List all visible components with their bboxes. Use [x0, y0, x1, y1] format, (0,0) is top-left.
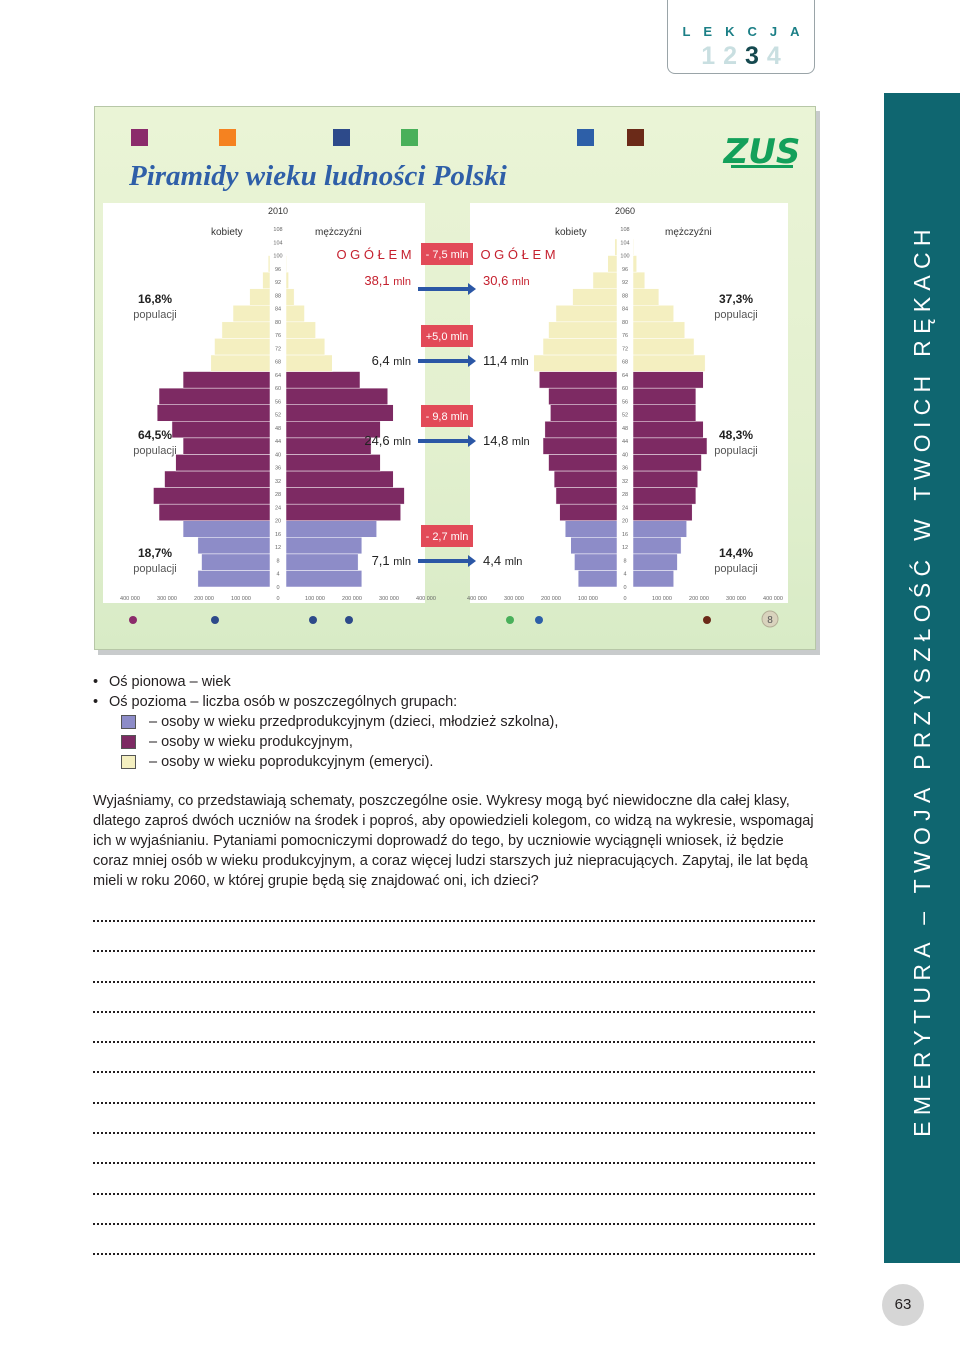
bar-women-5-9	[202, 554, 270, 571]
bar-women-65-69	[211, 355, 270, 372]
bar-women-55-59	[159, 388, 270, 405]
age-tick-label: 32	[621, 478, 629, 485]
slide	[94, 106, 816, 650]
bar-women-50-54	[550, 405, 617, 422]
bar-women-65-69	[534, 355, 617, 372]
bar-men-15-19	[286, 521, 377, 538]
bar-women-15-19	[183, 521, 270, 538]
bar-women-10-14	[198, 537, 270, 554]
x-tick-label: 300 000	[504, 596, 524, 602]
x-tick-label: 400 000	[467, 596, 487, 602]
group-arrow-1-shaft	[418, 439, 468, 443]
x-tick-label: 100 000	[578, 596, 598, 602]
bar-men-75-79	[286, 322, 316, 339]
zus-logo-text: ZUS	[723, 132, 801, 172]
bar-women-20-24	[560, 504, 617, 521]
bar-men-10-14	[286, 537, 362, 554]
bar-women-100+	[615, 239, 617, 256]
year-2010: 2010	[267, 206, 289, 216]
bar-men-80-84	[286, 305, 305, 322]
bar-men-30-34	[633, 471, 698, 488]
age-tick-label: 88	[274, 293, 282, 300]
legend-item-pre	[121, 712, 853, 732]
bar-men-15-19	[633, 521, 687, 538]
age-tick-label: 72	[621, 346, 629, 353]
x-tick-label: 100 000	[652, 596, 672, 602]
x-tick-label: 200 000	[342, 596, 362, 602]
bar-women-35-39	[549, 454, 617, 471]
bar-men-60-64	[286, 372, 360, 389]
side-band-text: EMERYTURA – TWOJA PRZYSZŁOŚĆ W TWOICH RĘKACH	[909, 223, 935, 1137]
slide-number: 8	[767, 615, 773, 626]
total-2060: 30,6 mln	[483, 273, 530, 288]
age-tick-label: 76	[621, 333, 629, 340]
decor-dot	[703, 616, 711, 624]
slide-canvas	[95, 107, 817, 651]
bar-women-40-44	[183, 438, 270, 455]
decor-square	[577, 129, 594, 146]
age-tick-label: 44	[621, 439, 629, 446]
answer-lines[interactable]	[93, 920, 815, 1284]
bar-women-90-94	[593, 272, 617, 289]
decor-square	[627, 129, 644, 146]
legend-item-post-text: – osoby w wieku poprodukcyjnym (emeryci).	[149, 754, 434, 770]
x-tick-label: 100 000	[231, 596, 251, 602]
bar-women-60-64	[539, 372, 617, 389]
bar-women-70-74	[215, 338, 271, 355]
x-tick-label: 100 000	[305, 596, 325, 602]
group-change-2-label: - 2,7 mln	[425, 531, 469, 543]
age-tick-label: 12	[621, 545, 629, 552]
age-tick-label: 52	[621, 412, 629, 419]
bar-men-35-39	[633, 454, 701, 471]
bar-women-25-29	[153, 488, 270, 505]
bar-women-85-89	[250, 289, 270, 306]
age-tick-label: 60	[274, 386, 282, 393]
answer-line[interactable]	[93, 981, 815, 983]
age-tick-label: 100	[620, 253, 630, 260]
age-tick-label: 4	[276, 571, 280, 578]
pct-right-post-unit: populacji	[714, 309, 758, 321]
decor-dot	[309, 616, 317, 624]
bar-men-40-44	[633, 438, 707, 455]
age-tick-label: 88	[621, 293, 629, 300]
answer-line[interactable]	[93, 1011, 815, 1013]
age-tick-label: 40	[621, 452, 629, 459]
bar-men-20-24	[633, 504, 692, 521]
bar-women-90-94	[263, 272, 270, 289]
age-tick-label: 40	[274, 452, 282, 459]
lesson-number-2: 2	[723, 42, 745, 70]
age-tick-label: 80	[274, 319, 282, 326]
legend-axis-vertical-text: Oś pionowa – wiek	[109, 674, 231, 690]
age-tick-label: 24	[274, 505, 282, 512]
bar-women-30-34	[165, 471, 270, 488]
bar-men-55-59	[633, 388, 696, 405]
lesson-number-4: 4	[766, 42, 789, 70]
lesson-tab	[667, 0, 815, 74]
answer-line[interactable]	[93, 1162, 815, 1164]
x-tick-label: 200 000	[541, 596, 561, 602]
slide-title: Piramidy wieku ludności Polski	[129, 160, 507, 192]
age-tick-label: 48	[274, 425, 282, 432]
answer-line[interactable]	[93, 1041, 815, 1043]
bar-women-25-29	[556, 488, 617, 505]
age-tick-label: 8	[623, 558, 627, 565]
swatch-productive	[121, 735, 136, 749]
age-tick-label: 64	[274, 372, 282, 379]
bar-women-35-39	[176, 454, 270, 471]
legend-item-post	[121, 752, 853, 772]
legend-item-pre-text: – osoby w wieku przedprodukcyjnym (dzieci, młodzież szkolna),	[149, 714, 559, 730]
instruction-paragraph: Wyjaśniamy, co przedstawiają schematy, poszczególne osie. Wykresy mogą być niewidoczne dla całej klasy, dlatego zaproś dwóch uczniów na środek i poproś, aby opowiedzieli kolegom, co widzą na wykresie, wspomagaj ich w wyjaśnianiu. Pytaniami pomocniczymi doprowadź do tego, by uczniowie wyciągnęli wniosek, iż będzie coraz mniej osób w wieku produkcyjnym, a coraz więcej ludzi starszych już niepracujących. Zapytaj, ile lat będą mieli w roku 2060, w której grupie będą się znajdować oni, ich dzieci?	[93, 793, 814, 889]
age-tick-label: 36	[621, 465, 629, 472]
age-tick-label: 24	[621, 505, 629, 512]
zus-logo	[723, 132, 801, 172]
bar-women-0-4	[578, 570, 617, 587]
pct-right-post: 37,3%	[718, 292, 754, 306]
bar-men-10-14	[633, 537, 681, 554]
bar-women-75-79	[549, 322, 617, 339]
bar-women-85-89	[573, 289, 617, 306]
age-tick-label: 52	[274, 412, 282, 419]
age-tick-label: 20	[274, 518, 282, 525]
bar-men-70-74	[286, 338, 325, 355]
bar-men-50-54	[286, 405, 393, 422]
bar-women-60-64	[183, 372, 270, 389]
age-tick-label: 72	[274, 346, 282, 353]
age-tick-label: 96	[274, 266, 282, 273]
age-tick-label: 96	[621, 266, 629, 273]
bar-men-45-49	[633, 421, 703, 438]
bar-women-45-49	[172, 421, 270, 438]
x-tick-label: 400 000	[416, 596, 436, 602]
group-2010-1: 24,6 mln	[364, 433, 411, 448]
bar-women-80-84	[556, 305, 617, 322]
legend-axis-vertical: • Oś pionowa – wiek	[93, 674, 231, 690]
age-tick-label: 104	[620, 240, 630, 247]
age-tick-label: 36	[274, 465, 282, 472]
total-2010: 38,1 mln	[364, 273, 411, 288]
pct-right-pre: 14,4%	[718, 546, 754, 560]
age-tick-label: 56	[274, 399, 282, 406]
x-tick-label: 400 000	[120, 596, 140, 602]
decor-dot	[211, 616, 219, 624]
bar-women-30-34	[554, 471, 617, 488]
decor-squares	[131, 129, 644, 146]
group-2060-0: 11,4 mln	[483, 353, 529, 368]
bar-women-0-4	[198, 570, 270, 587]
decor-dot	[506, 616, 514, 624]
answer-line[interactable]	[93, 1253, 815, 1255]
age-tick-label: 28	[274, 492, 282, 499]
bar-men-0-4	[286, 570, 362, 587]
legend-block	[93, 672, 853, 772]
bar-men-100+	[633, 239, 634, 256]
group-arrow-0-shaft	[418, 359, 468, 363]
bar-men-25-29	[633, 488, 696, 505]
x-tick-label: 300 000	[726, 596, 746, 602]
pct-right-prod-unit: populacji	[714, 445, 758, 457]
age-tick-label: 20	[621, 518, 629, 525]
group-2010-0: 6,4 mln	[371, 353, 411, 368]
lesson-label: LEKCJA	[682, 24, 813, 39]
pct-left-prod: 64,5%	[137, 428, 173, 442]
ogolem-right: O G Ó Ł E M	[480, 247, 556, 262]
swatch-post-productive	[121, 755, 136, 769]
bar-men-90-94	[633, 272, 645, 289]
bar-men-35-39	[286, 454, 380, 471]
x-tick-label: 0	[623, 596, 627, 602]
bar-women-50-54	[157, 405, 270, 422]
bar-men-65-69	[633, 355, 705, 372]
bar-women-40-44	[543, 438, 617, 455]
decor-dot	[345, 616, 353, 624]
bar-men-5-9	[633, 554, 677, 571]
group-arrow-2-shaft	[418, 559, 468, 563]
bar-men-30-34	[286, 471, 393, 488]
age-tick-label: 68	[621, 359, 629, 366]
ogolem-left: O G Ó Ł E M	[336, 247, 412, 262]
x-tick-label: 400 000	[763, 596, 783, 602]
bar-men-75-79	[633, 322, 685, 339]
pct-left-prod-unit: populacji	[133, 445, 177, 457]
age-tick-label: 92	[621, 280, 629, 287]
pct-left-post-unit: populacji	[133, 309, 177, 321]
total-change-label: - 7,5 mln	[425, 249, 469, 261]
bar-men-5-9	[286, 554, 358, 571]
group-2060-2: 4,4 mln	[483, 553, 523, 568]
total-arrow-shaft	[418, 287, 468, 291]
age-tick-label: 104	[273, 240, 283, 247]
bar-men-50-54	[633, 405, 696, 422]
age-tick-label: 108	[273, 227, 283, 233]
answer-line[interactable]	[93, 950, 815, 952]
age-tick-label: 80	[621, 319, 629, 326]
bar-men-85-89	[633, 289, 659, 306]
age-tick-label: 76	[274, 333, 282, 340]
bar-men-90-94	[286, 272, 289, 289]
x-tick-label: 300 000	[157, 596, 177, 602]
answer-line[interactable]	[93, 1223, 815, 1225]
age-tick-label: 100	[273, 253, 283, 260]
x-tick-label: 0	[276, 596, 280, 602]
bar-men-60-64	[633, 372, 703, 389]
bar-women-15-19	[565, 521, 617, 538]
bar-women-5-9	[574, 554, 617, 571]
decor-dots	[129, 616, 711, 624]
decor-dot	[535, 616, 543, 624]
bar-women-10-14	[571, 537, 617, 554]
lesson-number-3: 3	[745, 42, 767, 70]
group-change-0-label: +5,0 mln	[425, 331, 469, 343]
lesson-number-1: 1	[701, 42, 724, 70]
answer-line[interactable]	[93, 1102, 815, 1104]
x-tick-label: 200 000	[194, 596, 214, 602]
x-tick-label: 200 000	[689, 596, 709, 602]
swatch-pre-productive	[121, 715, 136, 729]
men-label-left: mężczyźni	[315, 227, 362, 238]
bar-men-0-4	[633, 570, 674, 587]
decor-square	[219, 129, 236, 146]
bar-men-95-99	[286, 256, 287, 273]
women-label-left: kobiety	[211, 227, 243, 238]
legend-axis-horizontal-text: Oś pozioma – liczba osób w poszczególnych grupach:	[109, 694, 458, 710]
age-tick-label: 68	[274, 359, 282, 366]
age-tick-label: 108	[620, 227, 630, 233]
bar-men-20-24	[286, 504, 401, 521]
bar-women-45-49	[545, 421, 617, 438]
bar-men-95-99	[633, 256, 637, 273]
pct-left-pre: 18,7%	[137, 546, 173, 560]
group-2010-2: 7,1 mln	[371, 553, 411, 568]
age-tick-label: 4	[623, 571, 627, 578]
pct-right-prod: 48,3%	[718, 428, 754, 442]
bar-women-20-24	[159, 504, 270, 521]
bar-women-55-59	[549, 388, 617, 405]
bar-men-80-84	[633, 305, 674, 322]
men-label-right: mężczyźni	[665, 227, 712, 238]
age-tick-label: 32	[274, 478, 282, 485]
bar-women-70-74	[543, 338, 617, 355]
legend-item-prod-text: – osoby w wieku produkcyjnym,	[149, 734, 353, 750]
group-2060-1: 14,8 mln	[483, 433, 530, 448]
year-2060: 2060	[614, 206, 636, 216]
decor-square	[401, 129, 418, 146]
legend-item-prod	[121, 732, 853, 752]
group-change-1-label: - 9,8 mln	[425, 411, 469, 423]
bar-men-55-59	[286, 388, 388, 405]
age-tick-label: 0	[276, 585, 280, 591]
answer-line[interactable]	[93, 1193, 815, 1195]
age-tick-label: 0	[623, 585, 627, 591]
age-tick-label: 60	[621, 386, 629, 393]
answer-line[interactable]	[93, 920, 815, 922]
decor-square	[333, 129, 350, 146]
bar-men-70-74	[633, 338, 694, 355]
bar-women-75-79	[222, 322, 270, 339]
bar-men-65-69	[286, 355, 332, 372]
women-label-right: kobiety	[555, 227, 587, 238]
age-tick-label: 92	[274, 280, 282, 287]
bar-men-25-29	[286, 488, 404, 505]
age-tick-label: 84	[621, 306, 629, 313]
bar-women-80-84	[233, 305, 270, 322]
lesson-numbers	[668, 42, 814, 71]
pct-left-pre-unit: populacji	[133, 563, 177, 575]
age-tick-label: 16	[621, 531, 629, 538]
page-number: 63	[882, 1284, 924, 1326]
age-tick-label: 48	[621, 425, 629, 432]
pct-left-post: 16,8%	[137, 292, 173, 306]
legend-axis-horizontal: • Oś pozioma – liczba osób w poszczególnych grupach:	[93, 694, 458, 710]
decor-square	[131, 129, 148, 146]
age-tick-label: 8	[276, 558, 280, 565]
answer-line[interactable]	[93, 1071, 815, 1073]
age-tick-label: 16	[274, 531, 282, 538]
bar-men-85-89	[286, 289, 294, 306]
pct-right-pre-unit: populacji	[714, 563, 758, 575]
age-tick-label: 84	[274, 306, 282, 313]
bar-women-95-99	[608, 256, 617, 273]
age-tick-label: 28	[621, 492, 629, 499]
age-tick-label: 64	[621, 372, 629, 379]
answer-line[interactable]	[93, 1132, 815, 1134]
bar-men-40-44	[286, 438, 371, 455]
x-tick-label: 300 000	[379, 596, 399, 602]
age-tick-label: 56	[621, 399, 629, 406]
bar-women-95-99	[268, 256, 270, 273]
decor-dot	[129, 616, 137, 624]
age-tick-label: 44	[274, 439, 282, 446]
age-tick-label: 12	[274, 545, 282, 552]
